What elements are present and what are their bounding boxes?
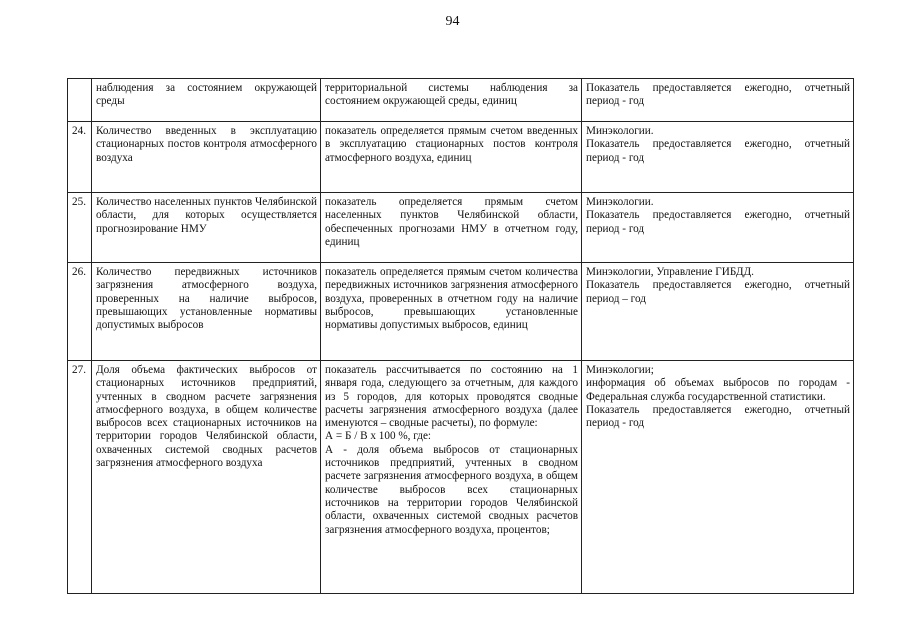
- data-source: [582, 79, 854, 122]
- formula: А = Б / В x 100 %, где:: [325, 430, 432, 443]
- row-number: 25.: [68, 193, 92, 263]
- indicator-name: Количество передвижных источников загрязнения атмосферного воздуха, проверенных на наличие выбросов, превышающих установленные нормативы допустимых выбросов: [92, 263, 321, 361]
- indicator-name: Количество введенных в эксплуатацию стационарных постов контроля атмосферного воздуха: [92, 122, 321, 193]
- calculation-method: показатель определяется прямым счетом введенных в эксплуатацию стационарных постов контроля атмосферного воздуха, единиц: [321, 122, 582, 193]
- method-paragraph: показатель рассчитывается по состоянию на 1 января года, следующего за отчетным, для каждого из 5 городов, для которых проводятся сводные расчеты загрязнения атмосферного воздуха (далее именуются – сводные расчеты), по формуле:: [325, 364, 578, 430]
- source-paragraph: Показатель предоставляется ежегодно, отчетный период - год: [586, 209, 850, 235]
- data-source: [582, 361, 854, 594]
- source-paragraph: Минэкологии, Управление ГИБДД.: [586, 266, 754, 278]
- page-number: 94: [445, 14, 460, 29]
- indicator-name: наблюдения за состоянием окружающей среды: [92, 79, 321, 122]
- table-row: [68, 263, 854, 361]
- row-number: 24.: [68, 122, 92, 193]
- source-paragraph: Показатель предоставляется ежегодно, отчетный период - год: [586, 138, 850, 164]
- source-paragraph: Минэкологии;: [586, 364, 654, 376]
- source-paragraph: Минэкологии.: [586, 125, 654, 137]
- method-paragraph: А - доля объема выбросов от стационарных источников предприятий, учтенных в сводном расчете загрязнения атмосферного воздуха, в общем количестве выбросов всех стационарных источников на территории городов Челябинской области, охваченных системой сводных расчетов загрязнения атмосферного воздуха, процентов;: [325, 443, 578, 536]
- calculation-method: территориальной системы наблюдения за состоянием окружающей среды, единиц: [321, 79, 582, 122]
- source-paragraph: Показатель предоставляется ежегодно, отчетный период - год: [586, 403, 850, 430]
- indicator-name: Доля объема фактических выбросов от стационарных источников предприятий, учтенных в сводном расчете загрязнения атмосферного воздуха, в общем количестве выбросов всех стационарных источников на территории городов Челябинской области, охваченных системой сводных расчетов загрязнения атмосферного воздуха: [92, 361, 321, 594]
- source-paragraph: Показатель предоставляется ежегодно, отчетный период - год: [586, 82, 850, 108]
- source-paragraph: Минэкологии.: [586, 196, 654, 208]
- data-source: [582, 193, 854, 263]
- source-paragraph: Показатель предоставляется ежегодно, отчетный период – год: [586, 279, 850, 305]
- calculation-method: показатель определяется прямым счетом населенных пунктов Челябинской области, обеспеченных прогнозами НМУ в отчетном году, единиц: [321, 193, 582, 263]
- row-number: 27.: [68, 361, 92, 594]
- calculation-method: [321, 361, 582, 594]
- calculation-method: показатель определяется прямым счетом количества передвижных источников загрязнения атмосферного воздуха, проверенных в отчетном году на наличие выбросов, превышающих установленные нормативы допустимых выбросов, единиц: [321, 263, 582, 361]
- data-source: [582, 263, 854, 361]
- table-row: [68, 79, 854, 122]
- row-number: [68, 79, 92, 122]
- indicator-name: Количество населенных пунктов Челябинской области, для которых осуществляется прогнозирование НМУ: [92, 193, 321, 263]
- data-source: [582, 122, 854, 193]
- table-row: [68, 122, 854, 193]
- table-row: [68, 193, 854, 263]
- indicators-table: [67, 78, 854, 594]
- source-paragraph: информация об объемах выбросов по городам - Федеральная служба государственной статистики.: [586, 377, 850, 403]
- table-row: [68, 361, 854, 594]
- row-number: 26.: [68, 263, 92, 361]
